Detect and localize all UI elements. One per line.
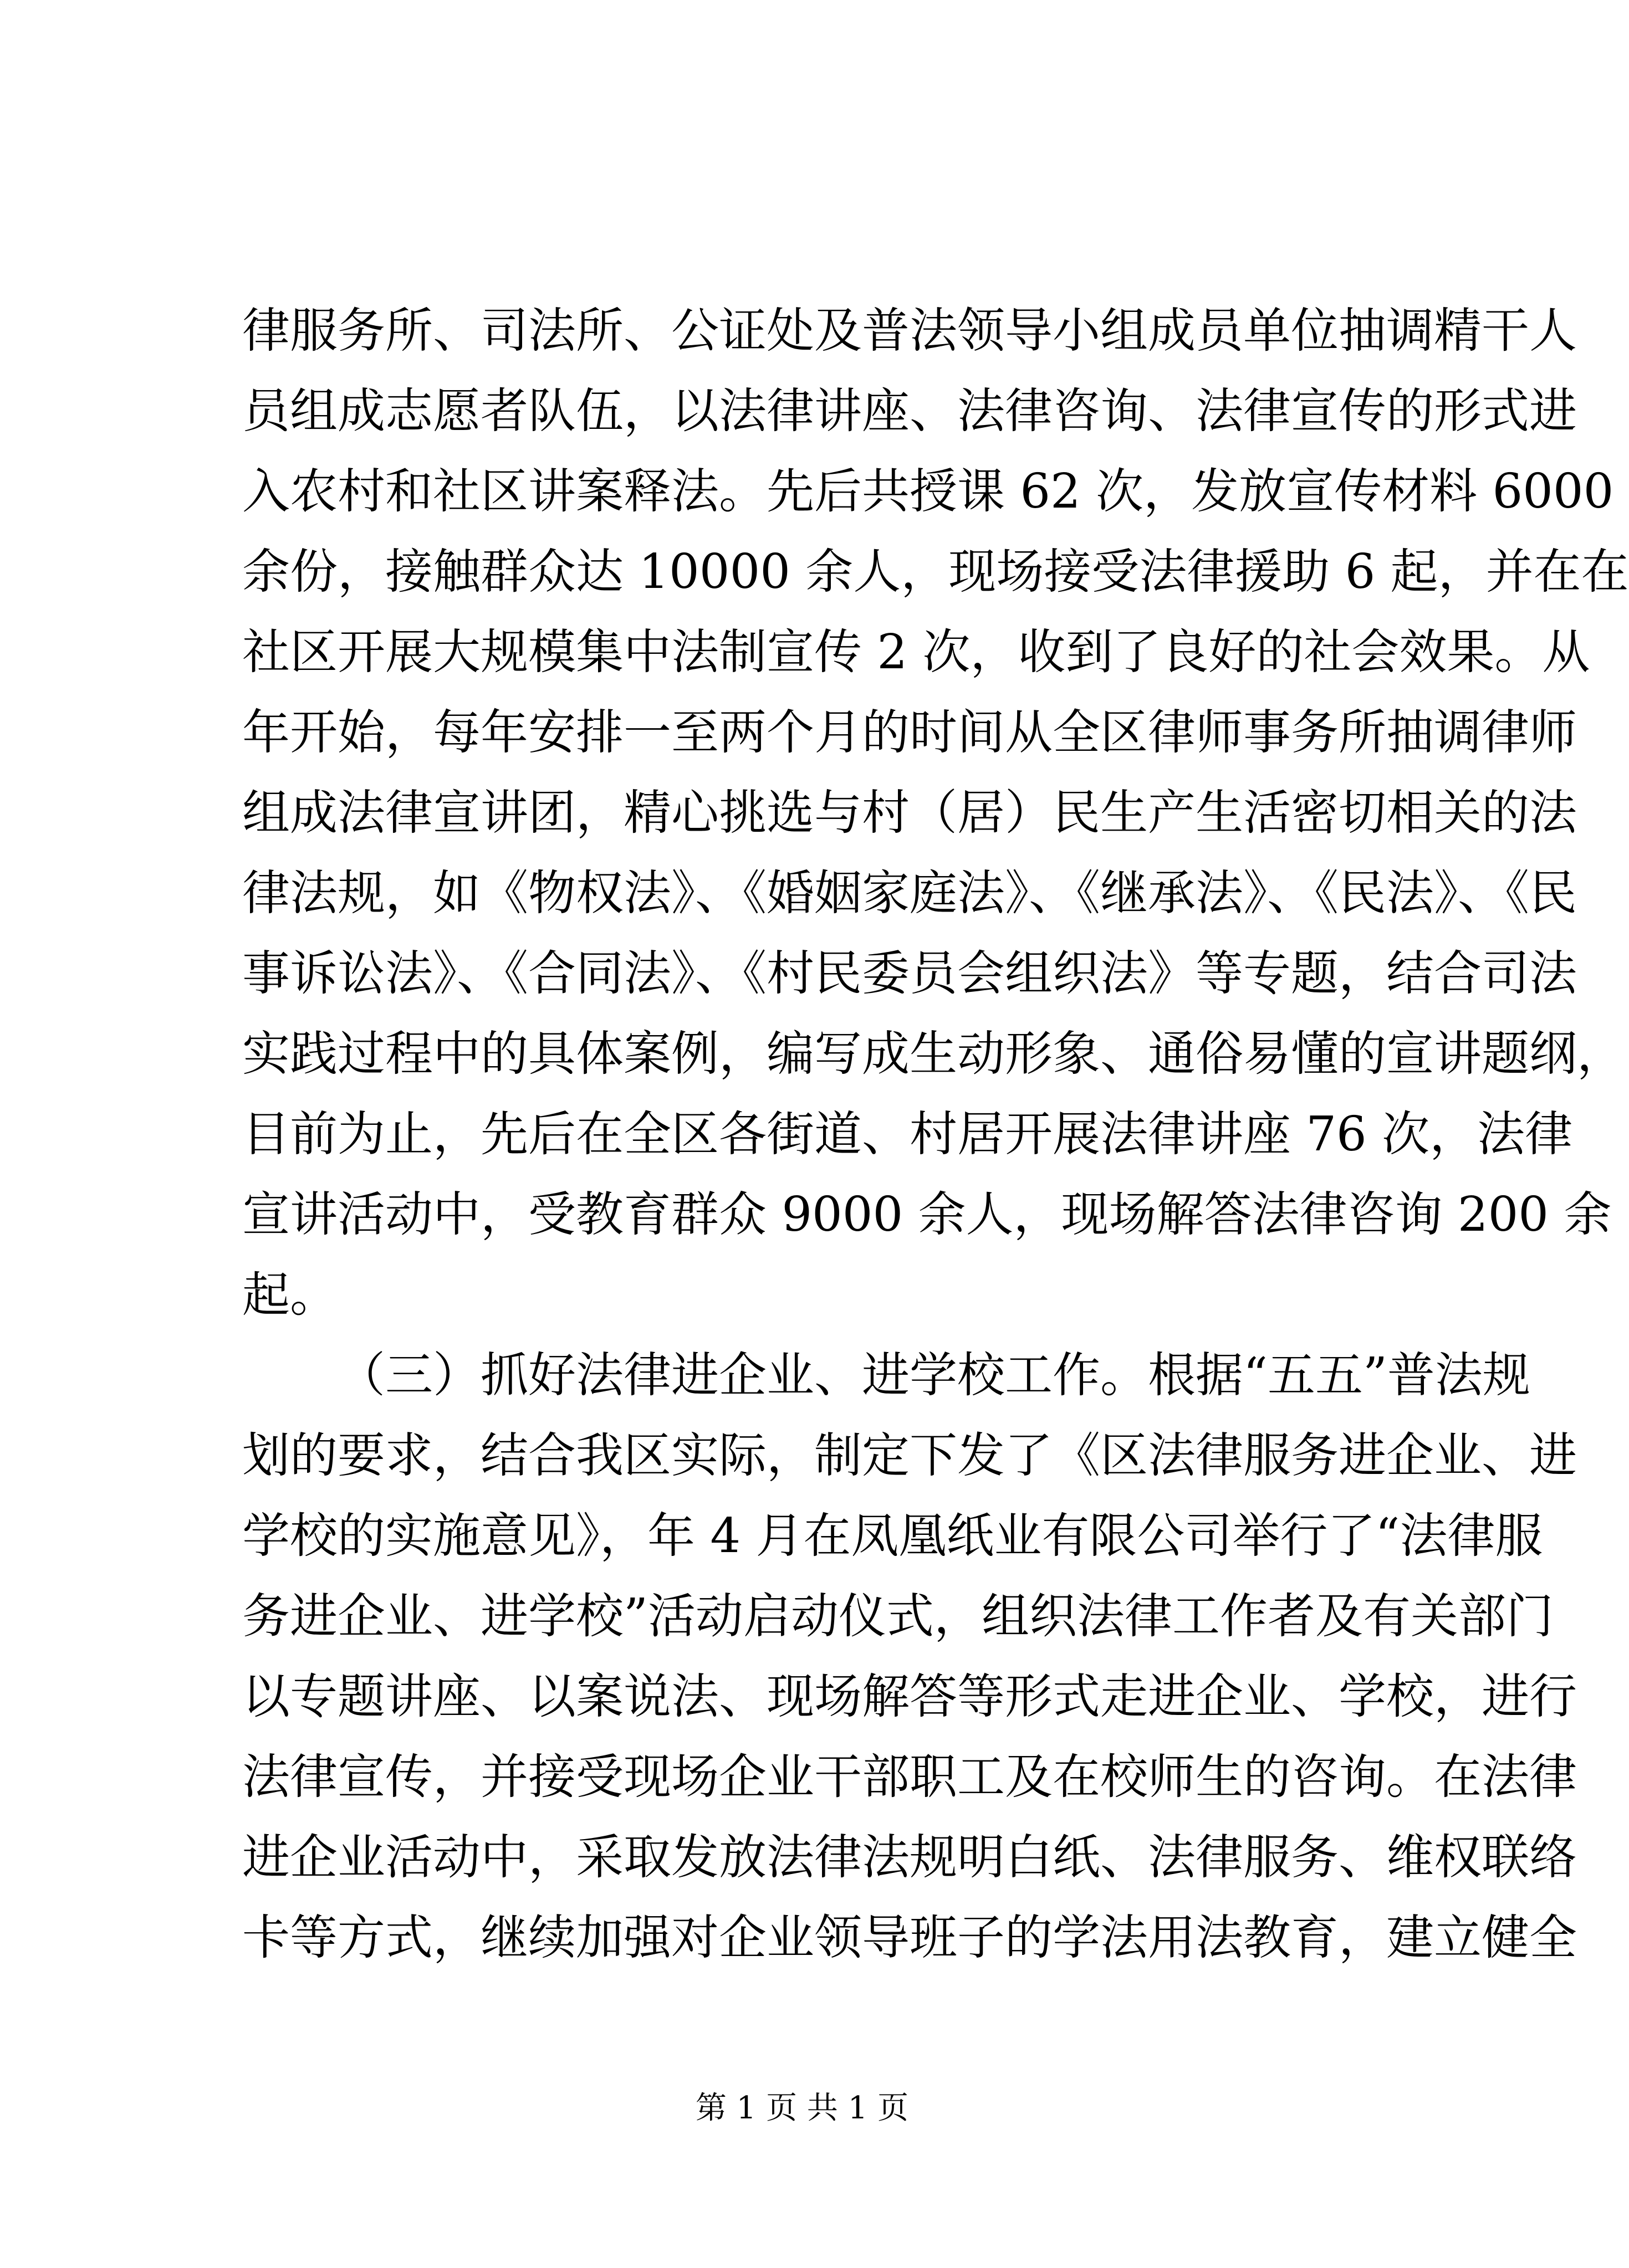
- text-line: 划的要求，结合我区实际，制定下发了《区法律服务进企业、进: [242, 1428, 1577, 1483]
- text-line: 员组成志愿者队伍，以法律讲座、法律咨询、法律宣传的形式进: [242, 383, 1577, 439]
- text-line: 社区开展大规模集中法制宣传 2 次，收到了良好的社会效果。从: [242, 624, 1590, 680]
- text-line: 组成法律宣讲团，精心挑选与村（居）民生产生活密切相关的法: [242, 785, 1577, 841]
- text-line: 律服务所、司法所、公证处及普法领导小组成员单位抽调精干人: [242, 303, 1577, 359]
- text-line: 以专题讲座、以案说法、现场解答等形式走进企业、学校，进行: [242, 1669, 1577, 1724]
- body-text: [242, 291, 1629, 1978]
- text-line: 实践过程中的具体案例，编写成生动形象、通俗易懂的宣讲题纲，: [242, 1026, 1625, 1082]
- text-line: 事诉讼法》、《合同法》、《村民委员会组织法》等专题，结合司法: [242, 946, 1577, 1001]
- text-line: 宣讲活动中，受教育群众 9000 余人，现场解答法律咨询 200 余: [242, 1187, 1612, 1242]
- text-line: 法律宣传，并接受现场企业干部职工及在校师生的咨询。在法律: [242, 1749, 1577, 1805]
- text-line: 务进企业、进学校”活动启动仪式，组织法律工作者及有关部门: [242, 1589, 1554, 1644]
- text-line: 律法规，如《物权法》、《婚姻家庭法》、《继承法》、《民法》、《民: [242, 866, 1577, 921]
- page-footer: [0, 2086, 1604, 2131]
- section-heading-line: （三）抓好法律进企业、进学校工作。根据“五五”普法规: [338, 1348, 1530, 1403]
- text-line: 入农村和社区讲案释法。先后共授课 62 次，发放宣传材料 6000: [242, 464, 1614, 519]
- text-line: 卡等方式，继续加强对企业领导班子的学法用法教育，建立健全: [242, 1910, 1577, 1965]
- text-line: 余份，接触群众达 10000 余人，现场接受法律援助 6 起，并在在: [242, 544, 1629, 600]
- text-line: 年开始，每年安排一至两个月的时间从全区律师事务所抽调律师: [242, 705, 1577, 760]
- page-number-label: 第 1 页 共 1 页: [695, 2090, 909, 2126]
- text-line: 目前为止，先后在全区各街道、村居开展法律讲座 76 次，法律: [242, 1107, 1573, 1162]
- text-line: 进企业活动中，采取发放法律法规明白纸、法律服务、维权联络: [242, 1830, 1577, 1885]
- text-line: 学校的实施意见》，年 4 月在凤凰纸业有限公司举行了“法律服: [242, 1508, 1543, 1564]
- text-line: 起。: [242, 1267, 338, 1323]
